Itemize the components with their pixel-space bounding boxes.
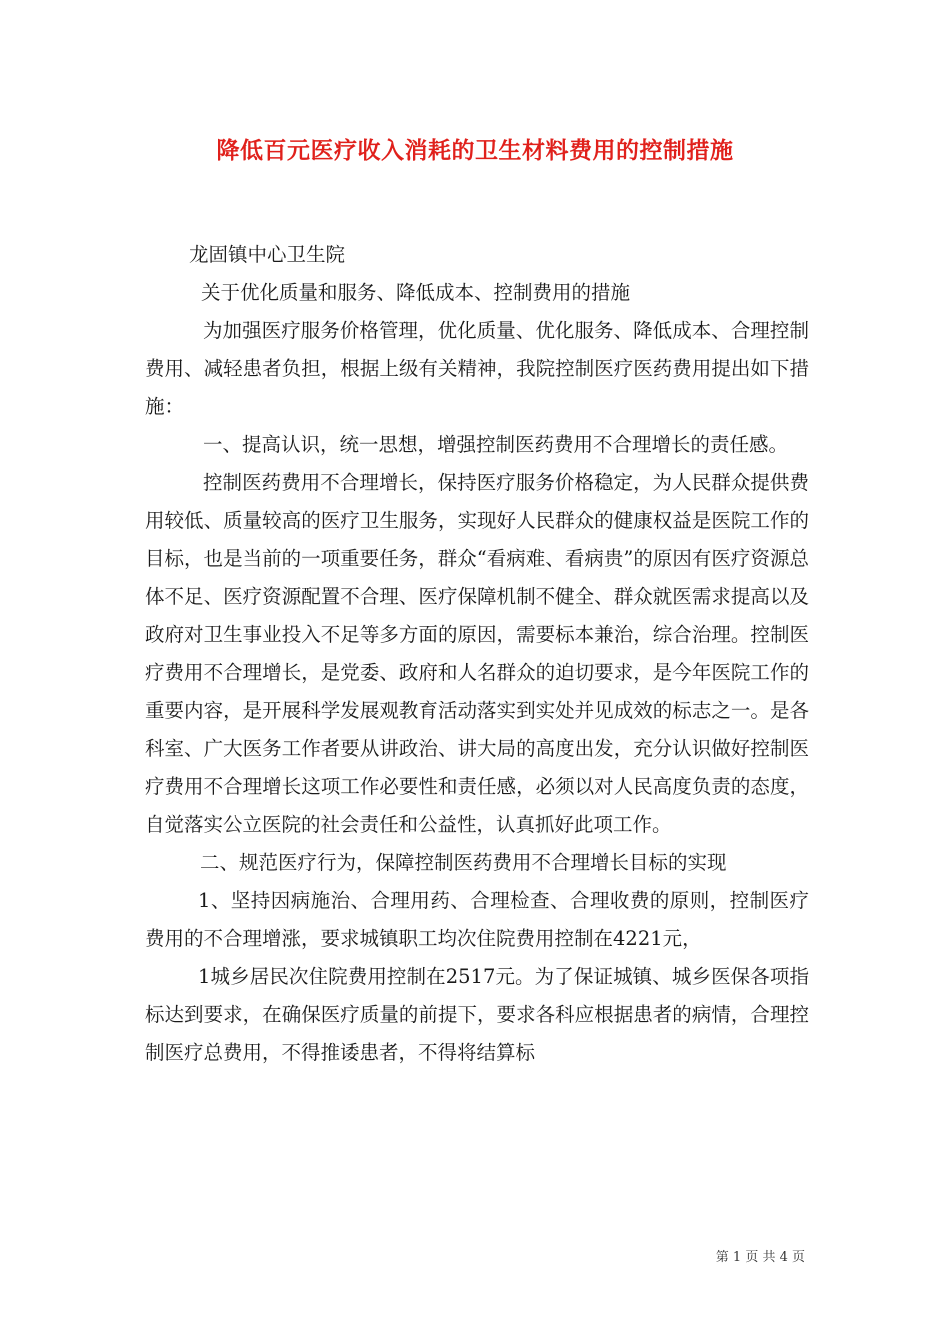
paragraph-intro: 为加强医疗服务价格管理，优化质量、优化服务、降低成本、合理控制费用、减轻患者负担，根据上级有关精神，我院控制医疗医药费用提出如下措施： (145, 319, 809, 418)
document-body (145, 236, 809, 1072)
paragraph-item-1: 1、坚持因病施治、合理用药、合理检查、合理收费的原则，控制医疗费用的不合理增涨，要求城镇职工均次住院费用控制在4221元， (145, 889, 809, 950)
section-heading-2: 二、规范医疗行为，保障控制医药费用不合理增长目标的实现 (200, 851, 727, 874)
section-heading-1: 一、提高认识，统一思想，增强控制医药费用不合理增长的责任感。 (203, 433, 789, 456)
paragraph-section-1: 控制医药费用不合理增长，保持医疗服务价格稳定，为人民群众提供费用较低、质量较高的医疗卫生服务，实现好人民群众的健康权益是医院工作的目标，也是当前的一项重要任务，群众“看病难、看病贵”的原因有医疗资源总体不足、医疗资源配置不合理、医疗保障机制不健全、群众就医需求提高以及政府对卫生事业投入不足等多方面的原因，需要标本兼治，综合治理。控制医疗费用不合理增长，是党委、政府和人名群众的迫切要求，是今年医院工作的重要内容，是开展科学发展观教育活动落实到实处并见成效的标志之一。是各科室、广大医务工作者要从讲政治、讲大局的高度出发，充分认识做好控制医疗费用不合理增长这项工作必要性和责任感，必须以对人民高度负责的态度，自觉落实公立医院的社会责任和公益性，认真抓好此项工作。 (145, 471, 809, 836)
document-subtitle: 关于优化质量和服务、降低成本、控制费用的措施 (201, 281, 631, 304)
organization-name: 龙固镇中心卫生院 (189, 243, 346, 266)
paragraph-item-1b: 1城乡居民次住院费用控制在2517元。为了保证城镇、城乡医保各项指标达到要求，在确保医疗质量的前提下，要求各科应根据患者的病情，合理控制医疗总费用，不得推诿患者，不得将结算标 (145, 965, 809, 1064)
document-title: 降低百元医疗收入消耗的卫生材料费用的控制措施 (216, 138, 734, 164)
page-number: 第 1 页 共 4 页 (715, 1250, 805, 1265)
